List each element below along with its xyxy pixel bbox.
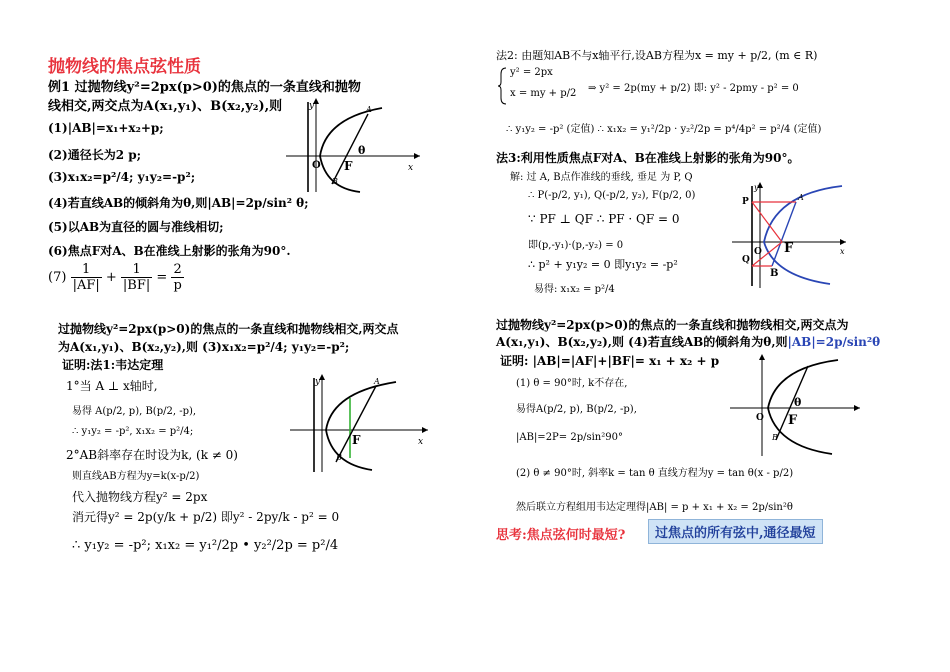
property-5: (5)以AB为直径的圆与准线相切; — [48, 220, 224, 234]
proof-line-5: 则直线AB方程为y=k(x-p/2) — [72, 471, 200, 482]
fig2-focus-label: F — [352, 433, 361, 447]
section4-line2-formula: |AB|=2p/sin²θ — [787, 335, 881, 349]
section4-proof: 证明: |AB|=|AF|+|BF|= x₁ + x₂ + p — [500, 354, 720, 368]
method3-title: 法3:利用性质焦点F对A、B在准线上射影的张角为90°。 — [496, 151, 800, 165]
fig2-x-label: x — [418, 437, 424, 447]
parabola-figure-3 — [730, 180, 852, 290]
fig3-point-b: B — [770, 268, 779, 279]
page-title: 抛物线的焦点弦性质 — [48, 57, 201, 77]
property-3: (3)x₁x₂=p²/4; y₁y₂=-p²; — [48, 170, 196, 184]
p7-term1-den: |AF| — [72, 278, 100, 293]
fig1-parabola — [320, 108, 382, 192]
method3-line5: ∴ p² + y₁y₂ = 0 即y₁y₂ = -p² — [528, 258, 678, 271]
section4-line1: 过抛物线y²=2px(p>0)的焦点的一条直线和抛物线相交,两交点为 — [496, 318, 849, 332]
section2-line1: 过抛物线y²=2px(p>0)的焦点的一条直线和抛物线相交,两交点 — [58, 322, 399, 336]
fig1-x-arrow — [414, 153, 420, 159]
fig3-origin-label: O — [754, 247, 762, 257]
fig4-theta-label: θ — [794, 396, 802, 409]
p7-term2-den: |BF| — [122, 278, 151, 293]
fig3-point-a: A — [798, 193, 804, 202]
p7-term1-num: 1 — [71, 262, 102, 278]
method3-line4: 即(p,-y₁)·(p,-y₂) = 0 — [528, 240, 624, 251]
fig4-parabola — [768, 360, 838, 454]
fig4-point-b: B — [772, 433, 778, 442]
property-1: (1)|AB|=x₁+x₂+p; — [48, 121, 164, 135]
section2-line2: 为A(x₁,y₁)、B(x₂,y₂),则 (3)x₁x₂=p²/4; y₁y₂=-p²; — [58, 340, 350, 354]
proof-line-2: 易得 A(p/2, p), B(p/2, -p), — [72, 406, 197, 417]
fig1-focus-label: F — [344, 159, 353, 173]
section4-line-1: (1) θ = 90°时, k不存在, — [516, 378, 628, 389]
proof-line-3: ∴ y₁y₂ = -p², x₁x₂ = p²/4; — [72, 426, 194, 437]
method2-system-eq2: x = my + p/2 — [510, 88, 577, 99]
fig3-point-q: Q — [742, 255, 750, 265]
proof-line-7: 消元得y² = 2p(y/k + p/2) 即y² - 2py/k - p² = 0 — [72, 510, 340, 524]
p7-term2-num: 1 — [121, 262, 152, 278]
fig3-point-p: P — [742, 197, 749, 207]
method2-line1: 法2: 由题知AB不与x轴平行,设AB方程为x = my + p/2, (m ∈ R) — [496, 49, 818, 62]
fig2-point-a: A — [374, 377, 380, 386]
fig4-origin-label: O — [756, 413, 764, 423]
proof-line-4: 2°AB斜率存在时设为k, (k ≠ 0) — [66, 448, 238, 462]
fig1-x-label: x — [408, 163, 414, 173]
property-7-label: (7) — [48, 270, 67, 285]
section4-line-5: 然后联立方程组用韦达定理得|AB| = p + x₁ + x₂ = 2p/sin²θ — [516, 502, 793, 513]
fig3-x-arrow — [840, 239, 846, 245]
fig3-pf-line — [752, 202, 782, 242]
proof-line-6: 代入抛物线方程y² = 2px — [72, 490, 208, 504]
fig1-origin-label: O — [312, 160, 321, 171]
fig1-theta-label: θ — [358, 144, 366, 157]
fig4-x-arrow — [854, 405, 860, 411]
fig1-y-label: y — [309, 101, 315, 111]
fig3-y-label: y — [754, 183, 759, 192]
property-7 — [48, 262, 184, 293]
fig4-focus-label: F — [788, 413, 798, 428]
fig2-y-label: y — [315, 377, 321, 387]
property-2: (2)通径长为2 p; — [48, 148, 142, 162]
fig2-x-arrow — [422, 427, 428, 433]
section4-line-2: 易得A(p/2, p), B(p/2, -p), — [516, 404, 637, 415]
method2-system-result: ⇒ y² = 2p(my + p/2) 即: y² - 2pmy - p² = 0 — [588, 83, 799, 94]
method3-line3: ∵ PF ⊥ QF ∴ PF · QF = 0 — [528, 212, 680, 226]
system-brace — [498, 66, 508, 106]
fig4-chord — [776, 366, 808, 440]
proof-line-8: ∴ y₁y₂ = -p²; x₁x₂ = y₁²/2p • y₂²/2p = p²/4 — [72, 538, 339, 553]
section4-line2 — [496, 333, 880, 350]
fig3-x-label: x — [840, 247, 845, 256]
proof-line-1: 1°当 A ⊥ x轴时, — [66, 379, 158, 393]
p7-plus: + — [105, 270, 117, 285]
fig2-chord — [336, 386, 376, 462]
think-answer: 过焦点的所有弦中,通径最短 — [648, 519, 823, 544]
section4-line-3: |AB|=2P= 2p/sin²90° — [516, 432, 623, 443]
method3-line6: 易得: x₁x₂ = p²/4 — [534, 284, 615, 295]
method3-line1: 解: 过 A, B点作准线的垂线, 垂足 为 P, Q — [510, 172, 693, 183]
think-question: 思考:焦点弦何时最短? — [496, 528, 626, 543]
fig1-point-a: A — [366, 105, 372, 114]
parabola-figure-2 — [286, 370, 436, 474]
property-4: (4)若直线AB的倾斜角为θ,则|AB|=2p/sin² θ; — [48, 196, 309, 210]
parabola-figure-1 — [282, 92, 430, 196]
section4-line-4: (2) θ ≠ 90°时, 斜率k = tan θ 直线方程为y = tan θ(x - p/2) — [516, 468, 794, 479]
property-6: (6)焦点F对A、B在准线上射影的张角为90°. — [48, 244, 291, 258]
fig3-focus-label: F — [784, 241, 794, 256]
example1-line2: 线相交,两交点为A(x₁,y₁)、B(x₂,y₂),则 — [48, 99, 283, 114]
p7-equals: = — [156, 270, 168, 285]
p7-rhs-num: 2 — [171, 262, 183, 278]
proof-label: 证明:法1:韦达定理 — [62, 358, 164, 372]
example1-line1: 例1 过抛物线y²=2px(p>0)的焦点的一条直线和抛物 — [48, 80, 361, 95]
method2-system-eq1: y² = 2px — [510, 67, 553, 78]
method2-conclusion: ∴ y₁y₂ = -p² (定值) ∴ x₁x₂ = y₁²/2p · y₂²/2p = p⁴/4p² = p²/4 (定值) — [506, 124, 822, 135]
p7-rhs-den: p — [173, 278, 182, 293]
method3-line2: ∴ P(-p/2, y₁), Q(-p/2, y₂), F(p/2, 0) — [528, 190, 696, 201]
fig4-y-arrow — [759, 354, 765, 360]
parabola-figure-4 — [728, 354, 868, 458]
section4-line2-text: A(x₁,y₁)、B(x₂,y₂),则 (4)若直线AB的倾斜角为θ,则 — [496, 335, 788, 349]
fig1-point-b: B — [332, 177, 338, 186]
fig2-point-b: B — [336, 453, 342, 462]
